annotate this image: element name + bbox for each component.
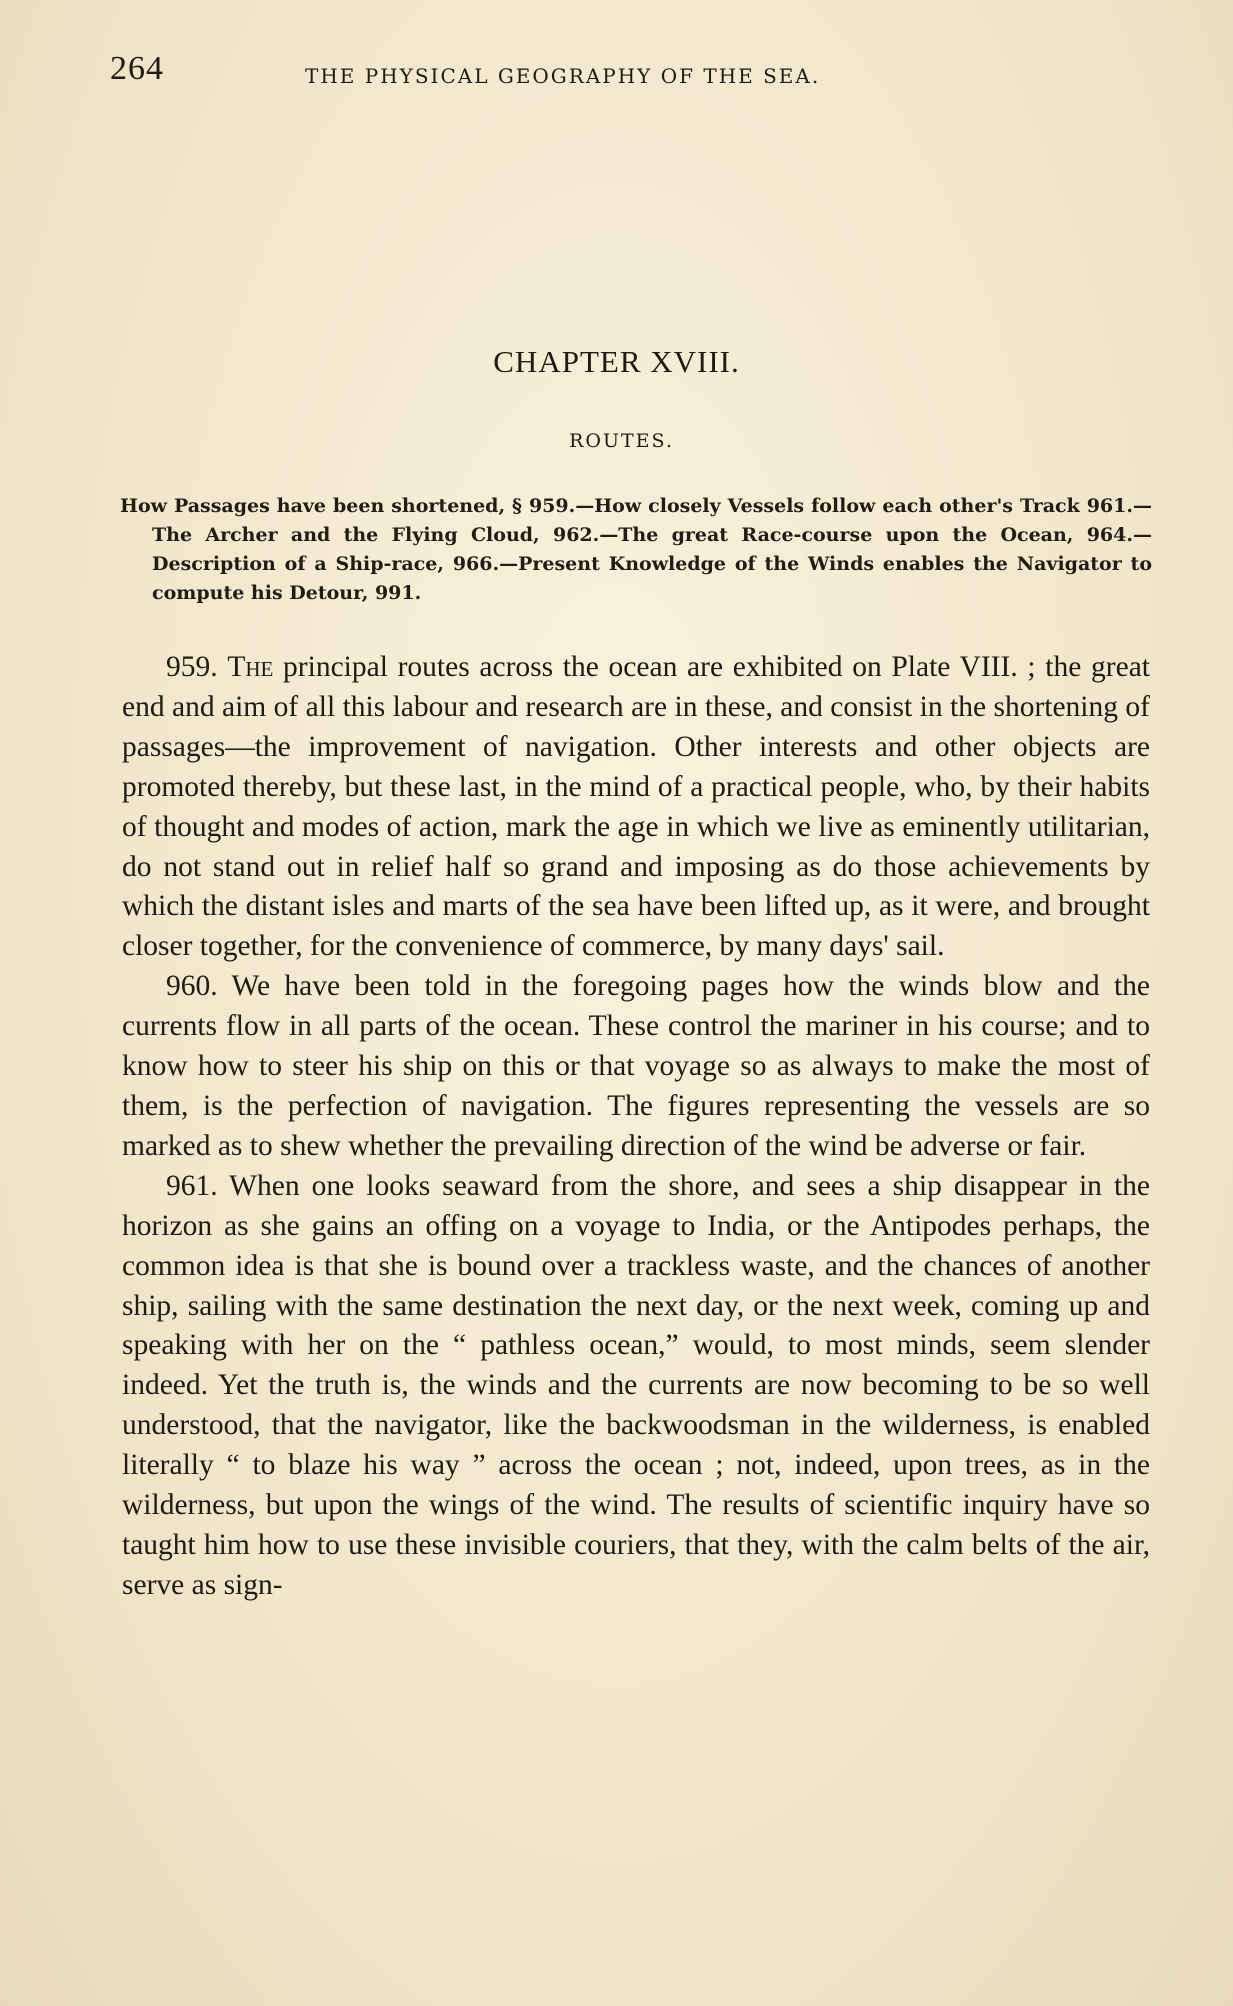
paragraph-text: When one looks seaward from the shore, and sees a ship disappear in the horizon as she gains an offing on a voyage to India, or the Antipodes perhaps, the common idea is that she is bound over a trackless waste, and the chances of another ship, sailing with the same destination the next day, or the next week, coming up and speaking with her on the “ pathless ocean,” would, to most minds, seem slender indeed. Yet the truth is, the winds and the currents are now becoming to be so well understood, that the navigator, like the backwoodsman in the wilderness, is enabled literally “ to blaze his way ” across the ocean ; not, indeed, upon trees, as in the wilderness, but upon the wings of the wind. The results of scientific inquiry have so taught him how to use these invisible couriers, that they, with the calm belts of the air, serve as sign- <box>122 1169 1150 1601</box>
paragraph-number: 959. <box>166 651 218 683</box>
paragraph-number: 960. <box>166 970 218 1003</box>
paragraph-959 <box>122 648 1150 967</box>
chapter-title: CHAPTER XVIII. <box>493 344 740 379</box>
chapter-subtitle: ROUTES. <box>569 430 674 452</box>
paragraph-961 <box>122 1167 1150 1606</box>
running-title: THE PHYSICAL GEOGRAPHY OF THE SEA. <box>305 64 821 88</box>
body-text <box>122 648 1150 1606</box>
paragraph-text: principal routes across the ocean are exhibited on Plate VIII. ; the great end and aim of all this labour and research are in these, and consist in the shortening of passages—the improvement of navigation. Other interests and other objects are promoted thereby, but these last, in the mind of a practical people, who, by their habits of thought and modes of action, mark the age in which we live as eminently utilitarian, do not stand out in relief half so grand and imposing as do those achievements by which the distant isles and marts of the sea have been lifted up, as it were, and brought closer together, for the convenience of commerce, by many days' sail. <box>122 651 1150 963</box>
paragraph-number: 961. <box>166 1169 218 1202</box>
running-head <box>110 50 1120 100</box>
paragraph-text: We have been told in the foregoing pages how the winds blow and the currents flow in all parts of the ocean. These control the mariner in his course; and to know how to steer his ship on this or that voyage so as always to make the most of them, is the perfection of navigation. The figures representing the vessels are so marked as to shew whether the prevailing direction of the wind be adverse or fair. <box>122 970 1150 1162</box>
paragraph-lead-word: The <box>227 651 274 683</box>
chapter-summary: How Passages have been shortened, § 959.—How closely Vessels follow each other's Track 961.—The Archer and the Flying Cloud, 962.—The great Race-course upon the Ocean, 964.—Description of a Ship-race, 966.—Present Knowledge of the Winds enables the Navigator to compute his Detour, 991. <box>120 495 1152 604</box>
page-number: 264 <box>110 50 164 87</box>
paragraph-960 <box>122 967 1150 1167</box>
